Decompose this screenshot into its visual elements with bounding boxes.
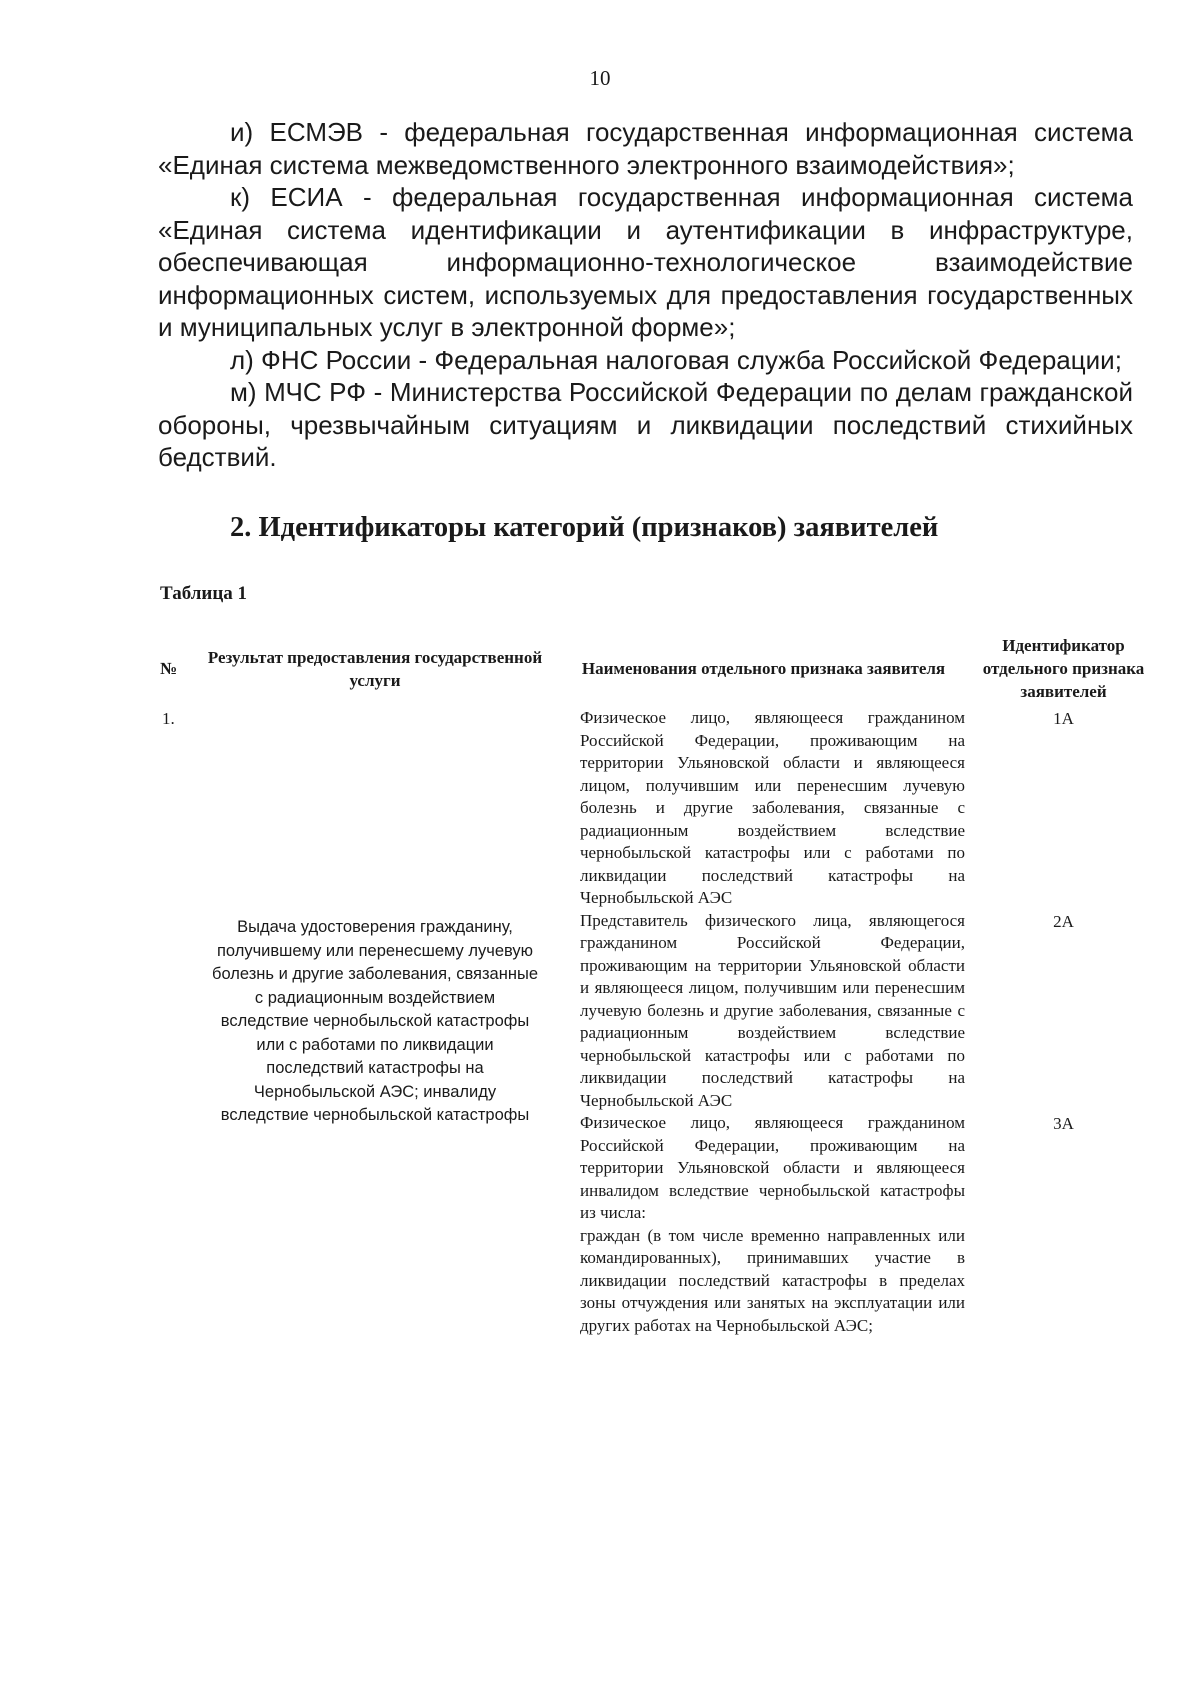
service-result: Выдача удостоверения гражданину, получившему или перенесшему лучевую болезнь и другие заболевания, связанные с радиационным воздействием вследствие чернобыльской катастрофы или с работами по ликвидации последствий катастрофы на Чернобыльской АЭС; инвалиду вследствие чернобыльской катастрофы <box>212 918 538 1125</box>
identifier-1a: 1А <box>1053 709 1074 728</box>
identifier-2a: 2А <box>1053 911 1074 931</box>
table-caption: Таблица 1 <box>160 583 248 604</box>
feature-text-continued: граждан (в том числе временно направленных или командированных), принимавших участие в ликвидации последствий катастрофы в пределах зоны отчуждения или занятых на эксплуатации или других работах на Чернобыльской АЭС; <box>580 1225 965 1335</box>
table-header-row <box>150 634 1150 707</box>
applicant-feature-1a <box>550 707 977 910</box>
table-row <box>150 707 1150 910</box>
header-number: № <box>160 659 178 678</box>
definition-fns: л) ФНС России - Федеральная налоговая служба Российской Федерации; <box>230 344 1122 375</box>
applicant-feature-3a <box>550 1112 977 1337</box>
row-number: 1. <box>162 709 175 728</box>
definitions-list <box>158 116 1133 474</box>
definition-mchs: м) МЧС РФ - Министерства Российской Федерации по делам гражданской обороны, чрезвычайным ситуациям и ликвидации последствий стихийных бедствий. <box>158 377 1133 472</box>
definition-esia: к) ЕСИА - федеральная государственная информационная система «Единая система идентификации и аутентификации в инфраструктуре, обеспечивающая информационно-технологическое взаимодействие информационных систем, используемых для предоставления государственных и муниципальных услуг в электронной форме»; <box>158 182 1133 342</box>
applicant-feature-2a <box>550 910 977 1113</box>
definition-esmev: и) ЕСМЭВ - федеральная государственная информационная система «Единая система межведомственного электронного взаимодействия»; <box>158 117 1133 180</box>
feature-text: Физическое лицо, являющееся гражданином Российской Федерации, проживающим на территории Ульяновской области и являющееся инвалидом вследствие чернобыльской катастрофы из числа: <box>580 1113 965 1222</box>
page-number: 10 <box>589 66 611 90</box>
header-feature: Наименования отдельного признака заявителя <box>581 659 946 678</box>
feature-text: Представитель физического лица, являющегося гражданином Российской Федерации, проживающим на территории Ульяновской области и являющееся лицом, получившим или перенесшим лучевую болезнь и другие заболевания, связанные с радиационным воздействием вследствие чернобыльской катастрофы или с работами по ликвидации последствий катастрофы на Чернобыльской АЭС <box>580 910 965 1110</box>
identifier-3a: 3А <box>1053 1114 1074 1133</box>
section-heading: 2. Идентификаторы категорий (признаков) заявителей <box>230 512 939 543</box>
header-identifier: Идентификатор отдельного признака заявителей <box>982 636 1145 701</box>
feature-text: Физическое лицо, являющееся гражданином Российской Федерации, проживающим на территории Ульяновской области и являющееся лицом, получившим или перенесшим лучевую болезнь и другие заболевания, связанные с радиационным воздействием вследствие чернобыльской катастрофы или с работами по ликвидации последствий катастрофы на Чернобыльской АЭС <box>580 708 965 907</box>
applicant-identifiers-table <box>150 634 1150 1337</box>
header-result: Результат предоставления государственной услуги <box>207 647 543 690</box>
